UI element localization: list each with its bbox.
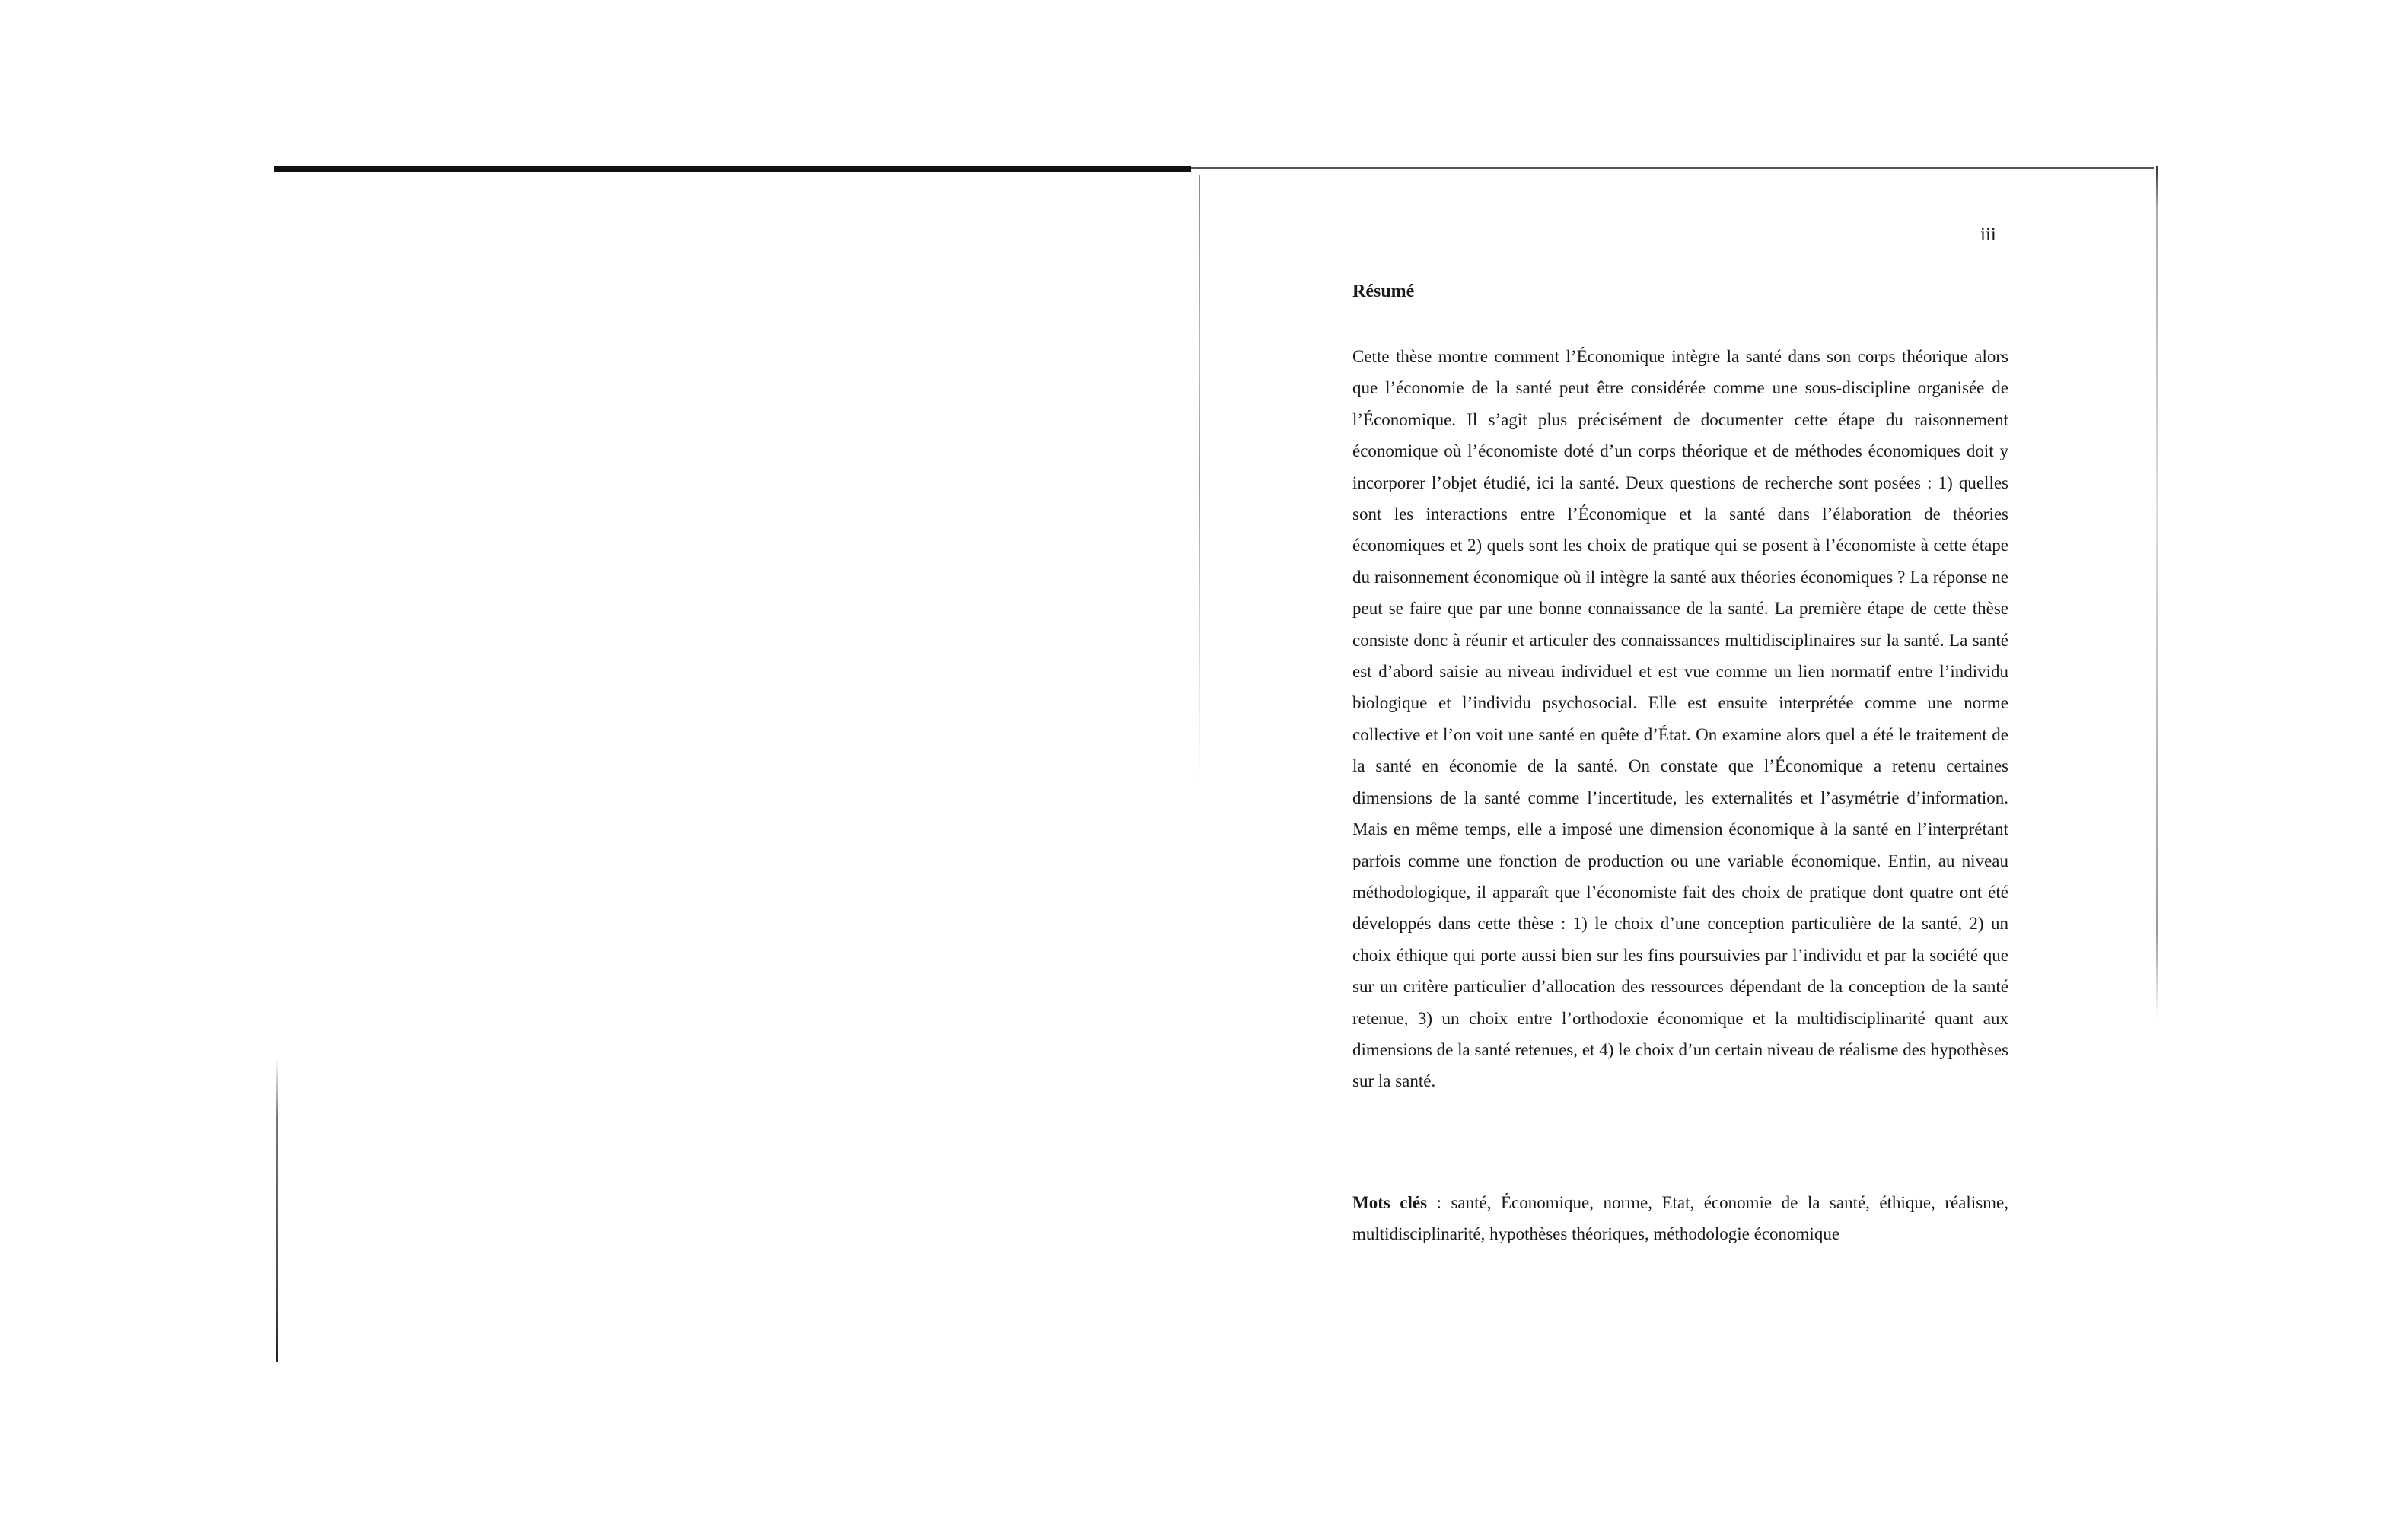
section-heading: Résumé bbox=[1352, 282, 1415, 301]
page-number: iii bbox=[1980, 224, 1996, 245]
right-page-top-edge bbox=[1191, 167, 2154, 169]
book-gutter-line bbox=[1199, 175, 1200, 784]
right-page-edge-line bbox=[2156, 166, 2158, 1018]
left-page-edge-shadow bbox=[276, 1058, 278, 1362]
keywords-separator: : bbox=[1427, 1193, 1451, 1212]
keywords-label: Mots clés bbox=[1352, 1193, 1428, 1212]
keywords-paragraph bbox=[1352, 1187, 2008, 1250]
abstract-paragraph: Cette thèse montre comment l’Économique intègre la santé dans son corps théorique alors que l’économie de la santé peut être considérée comme une sous-discipline organisée de l’Économique. Il s’agit plus précisément de documenter cette étape du raisonnement économique où l’économiste doté d’un corps théorique et de méthodes économiques doit y incorporer l’objet étudié, ici la santé. Deux questions de recherche sont posées : 1) quelles sont les interactions entre l’Économique et la santé dans l’élaboration de théories économiques et 2) quels sont les choix de pratique qui se posent à l’économiste à cette étape du raisonnement économique où il intègre la santé aux théories économiques ? La réponse ne peut se faire que par une bonne connaissance de la santé. La première étape de cette thèse consiste donc à réunir et articuler des connaissances multidisciplinaires sur la santé. La santé est d’abord saisie au niveau individuel et est vue comme un lien normatif entre l’individu biologique et l’individu psychosocial. Elle est ensuite interprétée comme une norme collective et l’on voit une santé en quête d’État. On examine alors quel a été le traitement de la santé en économie de la santé. On constate que l’Économique a retenu certaines dimensions de la santé comme l’incertitude, les externalités et l’asymétrie d’information. Mais en même temps, elle a imposé une dimension économique à la santé en l’interprétant parfois comme une fonction de production ou une variable économique. Enfin, au niveau méthodologique, il apparaît que l’économiste fait des choix de pratique dont quatre ont été développés dans cette thèse : 1) le choix d’une conception particulière de la santé, 2) un choix éthique qui porte aussi bien sur les fins poursuivies par l’individu et par la société que sur un critère particulier d’allocation des ressources dépendant de la conception de la santé retenue, 3) un choix entre l’orthodoxie économique et la multidisciplinarité quant aux dimensions de la santé retenues, et 4) le choix d’un certain niveau de réalisme des hypothèses sur la santé. bbox=[1352, 347, 2008, 1091]
left-page-top-shadow bbox=[274, 166, 1191, 172]
keywords-list: santé, Économique, norme, Etat, économie de la santé, éthique, réalisme, multidisciplinarité, hypothèses théoriques, méthodologie économique bbox=[1352, 1193, 2009, 1244]
